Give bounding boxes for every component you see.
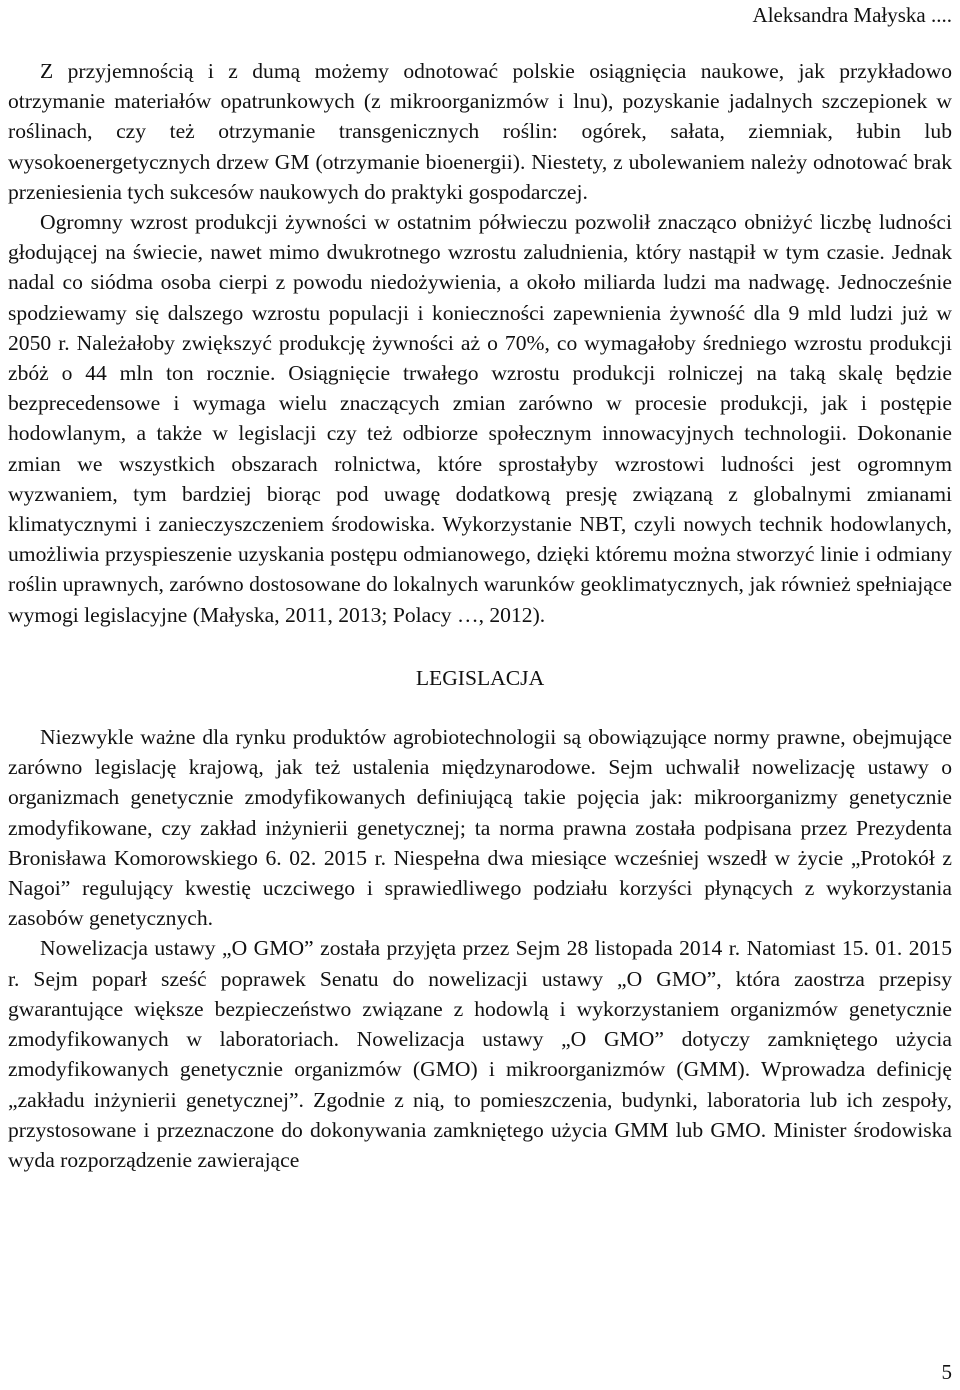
paragraph-food-production (8, 207, 952, 630)
sentence: Jednak nadal co siódma osoba cierpi z powodu niedożywienia, a około miliarda ludzi ma nadwagę. (8, 240, 952, 295)
sentence: Wykorzystanie NBT, czyli nowych technik hodowlanych, umożliwia przyspieszenie uzyskania postępu odmianowego, dzięki któremu można stworzyć linie i odmiany roślin uprawnych, zarówno dostosowane do lokalnych warunków geoklimatycznych, jak również spełniające wymogi legislacyjne (Małyska, 2011, 2013; Polacy …, 2012). (8, 512, 952, 627)
paragraph-legal-norms (8, 722, 952, 933)
sentence: Jednocześnie spodziewamy się dalszego wzrostu populacji i konieczności zapewnienia żywność dla 9 mld ludzi już w 2050 r. (8, 270, 952, 355)
sentence: Nowelizacja ustawy „O GMO” dotyczy zamkniętego użycia zmodyfikowanych genetycznie organizmów (GMO) i mikroorganizmów (GMM). (8, 1027, 952, 1082)
sentence: Minister środowiska wyda rozporządzenie zawierające (8, 1117, 953, 1172)
sentence: Zgodnie z nią, to pomieszczenia, budynki, laboratoria lub ich zespoły, przystosowane i przeznaczone do dokonywania zamkniętego użycia GMM lub GMO. (8, 1087, 952, 1142)
sentence: Niezwykle ważne dla rynku produktów agrobiotechnologii są obowiązujące normy prawne, obejmujące zarówno legislację krajową, jak też ustalenia międzynarodowe. (8, 725, 952, 780)
sentence: Nowelizacja ustawy „O GMO” została przyjęta przez Sejm 28 listopada 2014 r. Natomiast 15. 01. 2015 r. Sejm poparł sześć poprawek Senatu do nowelizacji ustawy „O GMO”, która zaostrza przepisy gwarantujące większe bezpieczeństwo związane z hodowlą i wykorzystaniem organizmów genetycznie zmodyfikowanych w laboratoriach. (8, 936, 952, 1052)
document-body (8, 56, 952, 1175)
page-number: 5 (941, 1360, 952, 1384)
sentence: Z przyjemnością i z dumą możemy odnotować polskie osiągnięcia naukowe, jak przykładowo otrzymanie materiałów opatrunkowych (z mikroorganizmów i lnu), pozyskanie jadalnych szczepionek w roślinach, czy też otrzymanie transgenicznych roślin: ogórek, sałata, ziemniak, łubin lub wysokoenergetycznych drzew GM (otrzymanie bioenergii). (8, 59, 952, 174)
sentence: Należałoby zwiększyć produkcję żywności aż o 70%, co wymagałoby średniego wzrostu produkcji zbóż o 44 mln ton rocznie. (8, 330, 952, 386)
paragraph-gmo-amendment (8, 933, 952, 1175)
sentence: Dokonanie zmian we wszystkich obszarach rolnictwa, które sprostałyby wzrostowi ludności jest ogromnym wyzwaniem, tym bardziej biorąc pod uwagę dodatkową presję związaną z globalnymi zmianami klimatycznymi i zanieczyszczeniem środowiska. (8, 421, 952, 537)
running-header: Aleksandra Małyska .... (752, 3, 952, 27)
paragraph-polish-achievements (8, 56, 952, 207)
section-heading: LEGISLACJA (415, 665, 545, 690)
sentence: Niespełna dwa miesiące wcześniej wszedł w życie „Protokół z Nagoi” regulujący kwestię uczciwego i sprawiedliwego podziału korzyści płynących z wykorzystania zasobów genetycznych. (8, 845, 952, 931)
sentence: Niestety, z ubolewaniem należy odnotować brak przeniesienia tych sukcesów naukowych do praktyki gospodarczej. (8, 149, 952, 204)
sentence: Osiągnięcie trwałego wzrostu produkcji rolniczej na taką skalę będzie bezprecedensowe i wymaga wielu znaczących zmian zarówno w procesie produkcji, jak i postępie hodowlanym, a także w legislacji czy też odbiorze społecznym innowacyjnych technologii. (8, 361, 952, 446)
sentence: Wprowadza definicję „zakładu inżynierii genetycznej”. (8, 1057, 952, 1112)
sentence: Sejm uchwalił nowelizację ustawy o organizmach genetycznie zmodyfikowanych definiującą takie pojęcia jak: mikroorganizmy genetycznie zmodyfikowane, czy zakład inżynierii genetycznej; ta norma prawna została podpisana przez Prezydenta Bronisława Komorowskiego 6. 02. 2015 r. (8, 755, 952, 870)
sentence: Ogromny wzrost produkcji żywności w ostatnim półwieczu pozwolił znacząco obniżyć liczbę ludności głodującej na świecie, nawet mimo dwukrotnego wzrostu zaludnienia, który nastąpił w tym czasie. (8, 210, 952, 265)
